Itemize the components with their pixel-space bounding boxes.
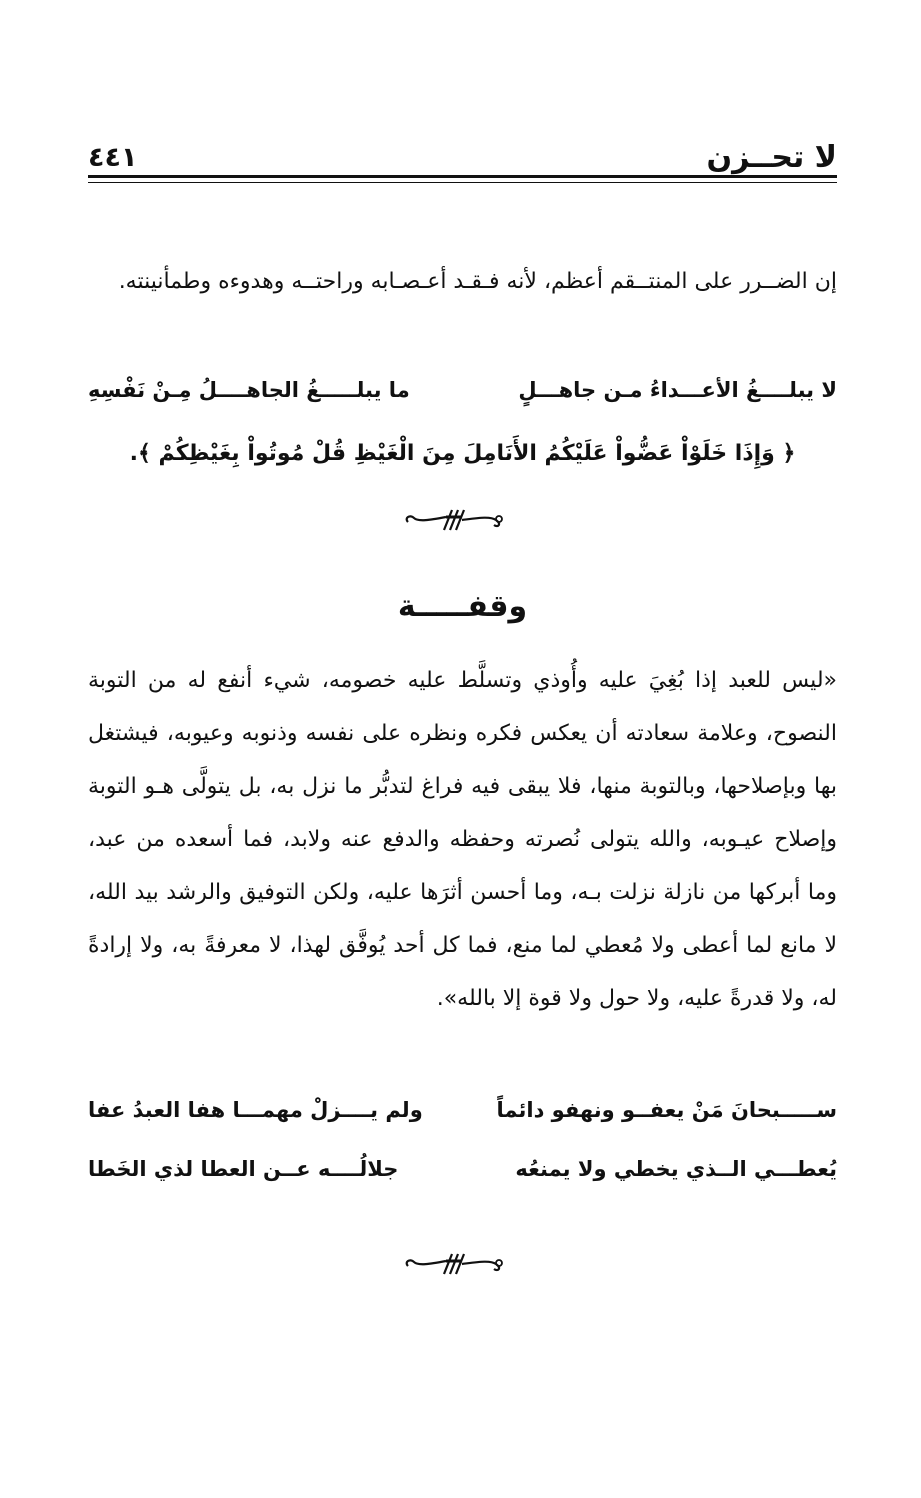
verse-1-second-hemistich: ما يبلـــــغُ الجاهــــلُ مِـنْ نَفْسِهِ bbox=[88, 378, 410, 402]
poetry-verse-1 bbox=[88, 370, 837, 410]
quran-verse: ﴿ وَإِذَا خَلَوْاْ عَضُّواْ عَلَيْكُمُ الأَنَامِلَ مِنَ الْغَيْظِ قُلْ مُوتُواْ بِغَيْظِكُمْ ﴾. bbox=[129, 441, 796, 466]
flourish-divider-icon bbox=[400, 1250, 510, 1278]
header-rule-thin bbox=[88, 182, 837, 183]
verse-3-second-hemistich: جلالُــــه عــن العطا لذي الخَطا bbox=[88, 1157, 399, 1181]
paragraph-2: «ليس للعبد إذا بُغِيَ عليه وأُوذي وتسلَّط عليه خصومه، شيء أنفع له من التوبة النصوح، وعلامة سعادته أن يعكس فكره ونظره على نفسه وذنوبه وعيوبه، فيشتغل بها وبإصلاحها، وبالتوبة منها، فلا يبقى فيه فراغ لتدبُّر ما نزل به، بل يتولَّى هـو التوبة وإصلاح عيـوبه، والله يتولى نُصرته وحفظه والدفع عنه ولابد، فما أسعده من عبد، وما أبركها من نازلة نزلت بـه، وما أحسن أثرَها عليه، ولكن التوفيق والرشد بيد الله، لا مانع لما أعطى ولا مُعطي لما منع، فما كل أحد يُوفَّق لهذا، لا معرفةً به، ولا إرادةً له، ولا قدرةً عليه، ولا حول ولا قوة إلا بالله». bbox=[88, 668, 837, 1011]
flourish-divider-icon bbox=[400, 506, 510, 534]
verse-3-first-hemistich: يُعطـــي الــذي يخطي ولا يمنعُه bbox=[515, 1157, 837, 1181]
verse-2-first-hemistich: ســـــبحانَ مَنْ يعفــو ونهفو دائماً bbox=[496, 1098, 837, 1122]
running-header bbox=[88, 138, 837, 178]
verse-2-second-hemistich: ولم يــــزلْ مهمـــا هفا العبدُ عفا bbox=[88, 1098, 423, 1122]
section-heading: وقفـــــة bbox=[397, 589, 528, 624]
header-rule-thick bbox=[88, 175, 837, 178]
poetry-verse-2 bbox=[88, 1090, 837, 1130]
book-title: لا تحــزن bbox=[706, 140, 837, 175]
paragraph-1: إن الضــرر على المنتــقم أعظم، لأنه فـقـد أعـصـابه وراحتــه وهدوءه وطمأنينته. bbox=[118, 269, 837, 294]
poetry-verse-3 bbox=[88, 1149, 837, 1189]
verse-1-first-hemistich: لا يبلــــغُ الأعـــداءُ مـن جاهـــلٍ bbox=[518, 378, 837, 402]
page-number: ٤٤١ bbox=[88, 142, 138, 173]
